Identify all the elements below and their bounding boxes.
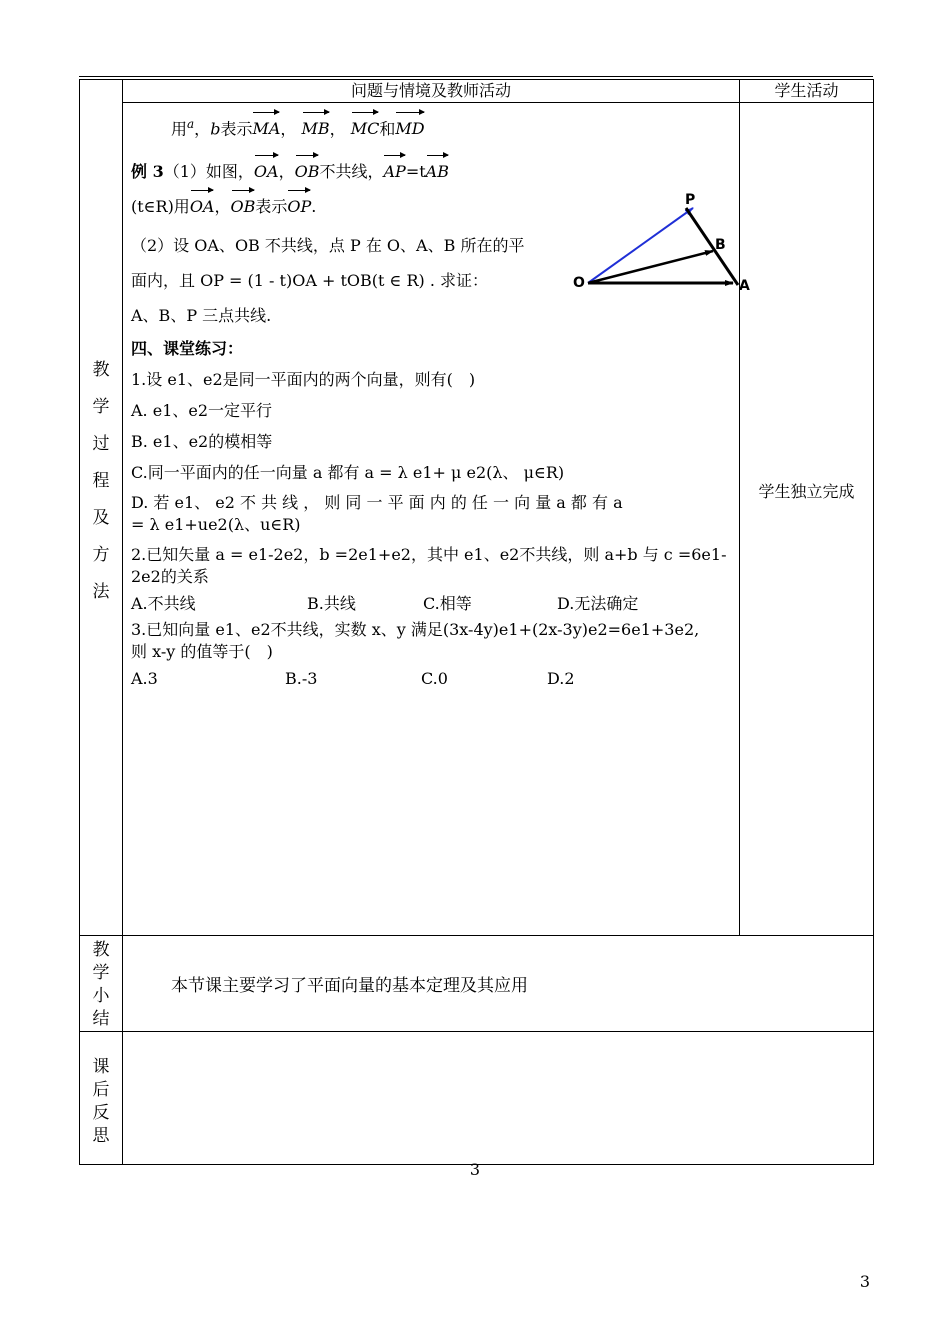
label-b: B	[715, 237, 726, 253]
label-p: P	[685, 192, 696, 208]
process-label-char: 法	[92, 582, 110, 602]
vector-ma: MA	[252, 109, 280, 144]
q2-stem-line1: 2.已知矢量 a = e1-2e2，b =2e1+e2，其中 e1、e2不共线，则 a+b 与 c =6e1-	[131, 545, 727, 565]
q3-stem-line1: 3.已知向量 e1、e2不共线，实数 x、y 满足(3x-4y)e1+(2x-3y)e2=6e1+3e2,	[131, 620, 700, 640]
q1-option-b: B. e1、e2的模相等	[131, 432, 273, 452]
process-row	[80, 103, 874, 936]
example3-line2: (t∈R)用OA，OB表示OP.	[131, 187, 731, 222]
teacher-activity-cell	[123, 103, 750, 936]
example3-part2-line2: 面内，且 OP = (1 - t)OA + tOB(t ∈ R) . 求证：	[131, 271, 489, 291]
q1-option-d-line2: = λ e1+ue2(λ、u∈R)	[131, 515, 301, 535]
q1-stem: 1.设 e1、e2是同一平面内的两个向量，则有( )	[131, 370, 476, 390]
process-label-char: 及	[92, 508, 110, 528]
practice-title: 四、课堂练习：	[131, 339, 244, 359]
label-a: A	[739, 278, 750, 294]
reflection-label: 课 后 反 思	[80, 1032, 123, 1165]
page-number-center: 3	[469, 1160, 481, 1179]
vector-figure	[543, 163, 750, 294]
process-label-char: 过	[92, 434, 110, 454]
q1-option-d-line1: D. 若 e1、 e2 不 共 线 ， 则 同 一 平 面 内 的 任 一 向 量 a 都 有 a	[131, 493, 623, 513]
q3-option-b: B.-3	[285, 669, 318, 689]
q2-option-a: A.不共线	[131, 594, 196, 614]
process-label-char: 程	[92, 471, 110, 491]
process-label-char: 方	[92, 545, 110, 565]
example3-label: 例 3	[131, 162, 164, 182]
q2-option-b: B.共线	[307, 594, 356, 614]
process-label-char: 学	[92, 397, 110, 417]
q2-options	[131, 588, 731, 619]
header-row	[80, 80, 874, 103]
label-o: O	[573, 275, 585, 291]
q1-option-a: A. e1、e2一定平行	[131, 401, 273, 421]
example3-part2-line1: （2）设 OA、OB 不共线，点 P 在 O、A、B 所在的平	[131, 236, 525, 256]
q3-options	[131, 663, 731, 694]
process-label-char: 教	[92, 360, 110, 380]
line-express-vectors: 用$^a$，b表示MA， MB， MC和MD	[131, 109, 731, 144]
top-rule	[79, 76, 873, 77]
header-activity: 问题与情境及教师活动	[123, 80, 740, 103]
q3-option-a: A.3	[131, 669, 158, 689]
header-student: 学生活动	[740, 80, 874, 103]
example3-line1: 例 3（1）如图，OA，OB不共线，AP=tAB	[131, 152, 731, 187]
page-number-corner: 3	[859, 1272, 870, 1291]
vector-mb: MB	[302, 109, 330, 144]
vector-mc: MC	[351, 109, 380, 144]
summary-text: 本节课主要学习了平面向量的基本定理及其应用	[123, 936, 874, 1032]
q2-stem-line2: 2e2的关系	[131, 567, 209, 587]
process-label	[80, 80, 123, 936]
reflection-text	[123, 1032, 874, 1165]
q2-option-d: D.无法确定	[557, 594, 639, 614]
lesson-plan-table	[79, 79, 874, 1165]
reflection-row	[80, 1032, 874, 1165]
summary-label: 教 学 小 结	[80, 936, 123, 1032]
line-ap	[686, 208, 738, 285]
student-activity-text: 学生独立完成	[758, 482, 855, 501]
vector-ob-line	[588, 251, 713, 283]
vector-op-line	[588, 208, 693, 283]
student-activity-cell	[740, 103, 874, 936]
q3-option-c: C.0	[421, 669, 448, 689]
example3-part2-line3: A、B、P 三点共线.	[131, 306, 272, 326]
q3-stem-line2: 则 x-y 的值等于( )	[131, 642, 273, 662]
q3-option-d: D.2	[547, 669, 575, 689]
q2-option-c: C.相等	[423, 594, 472, 614]
q1-option-c: C.同一平面内的任一向量 a 都有 a = λ e1+ μ e2(λ、 μ∈R)	[131, 463, 565, 483]
vector-md: MD	[395, 109, 424, 144]
summary-row	[80, 936, 874, 1032]
